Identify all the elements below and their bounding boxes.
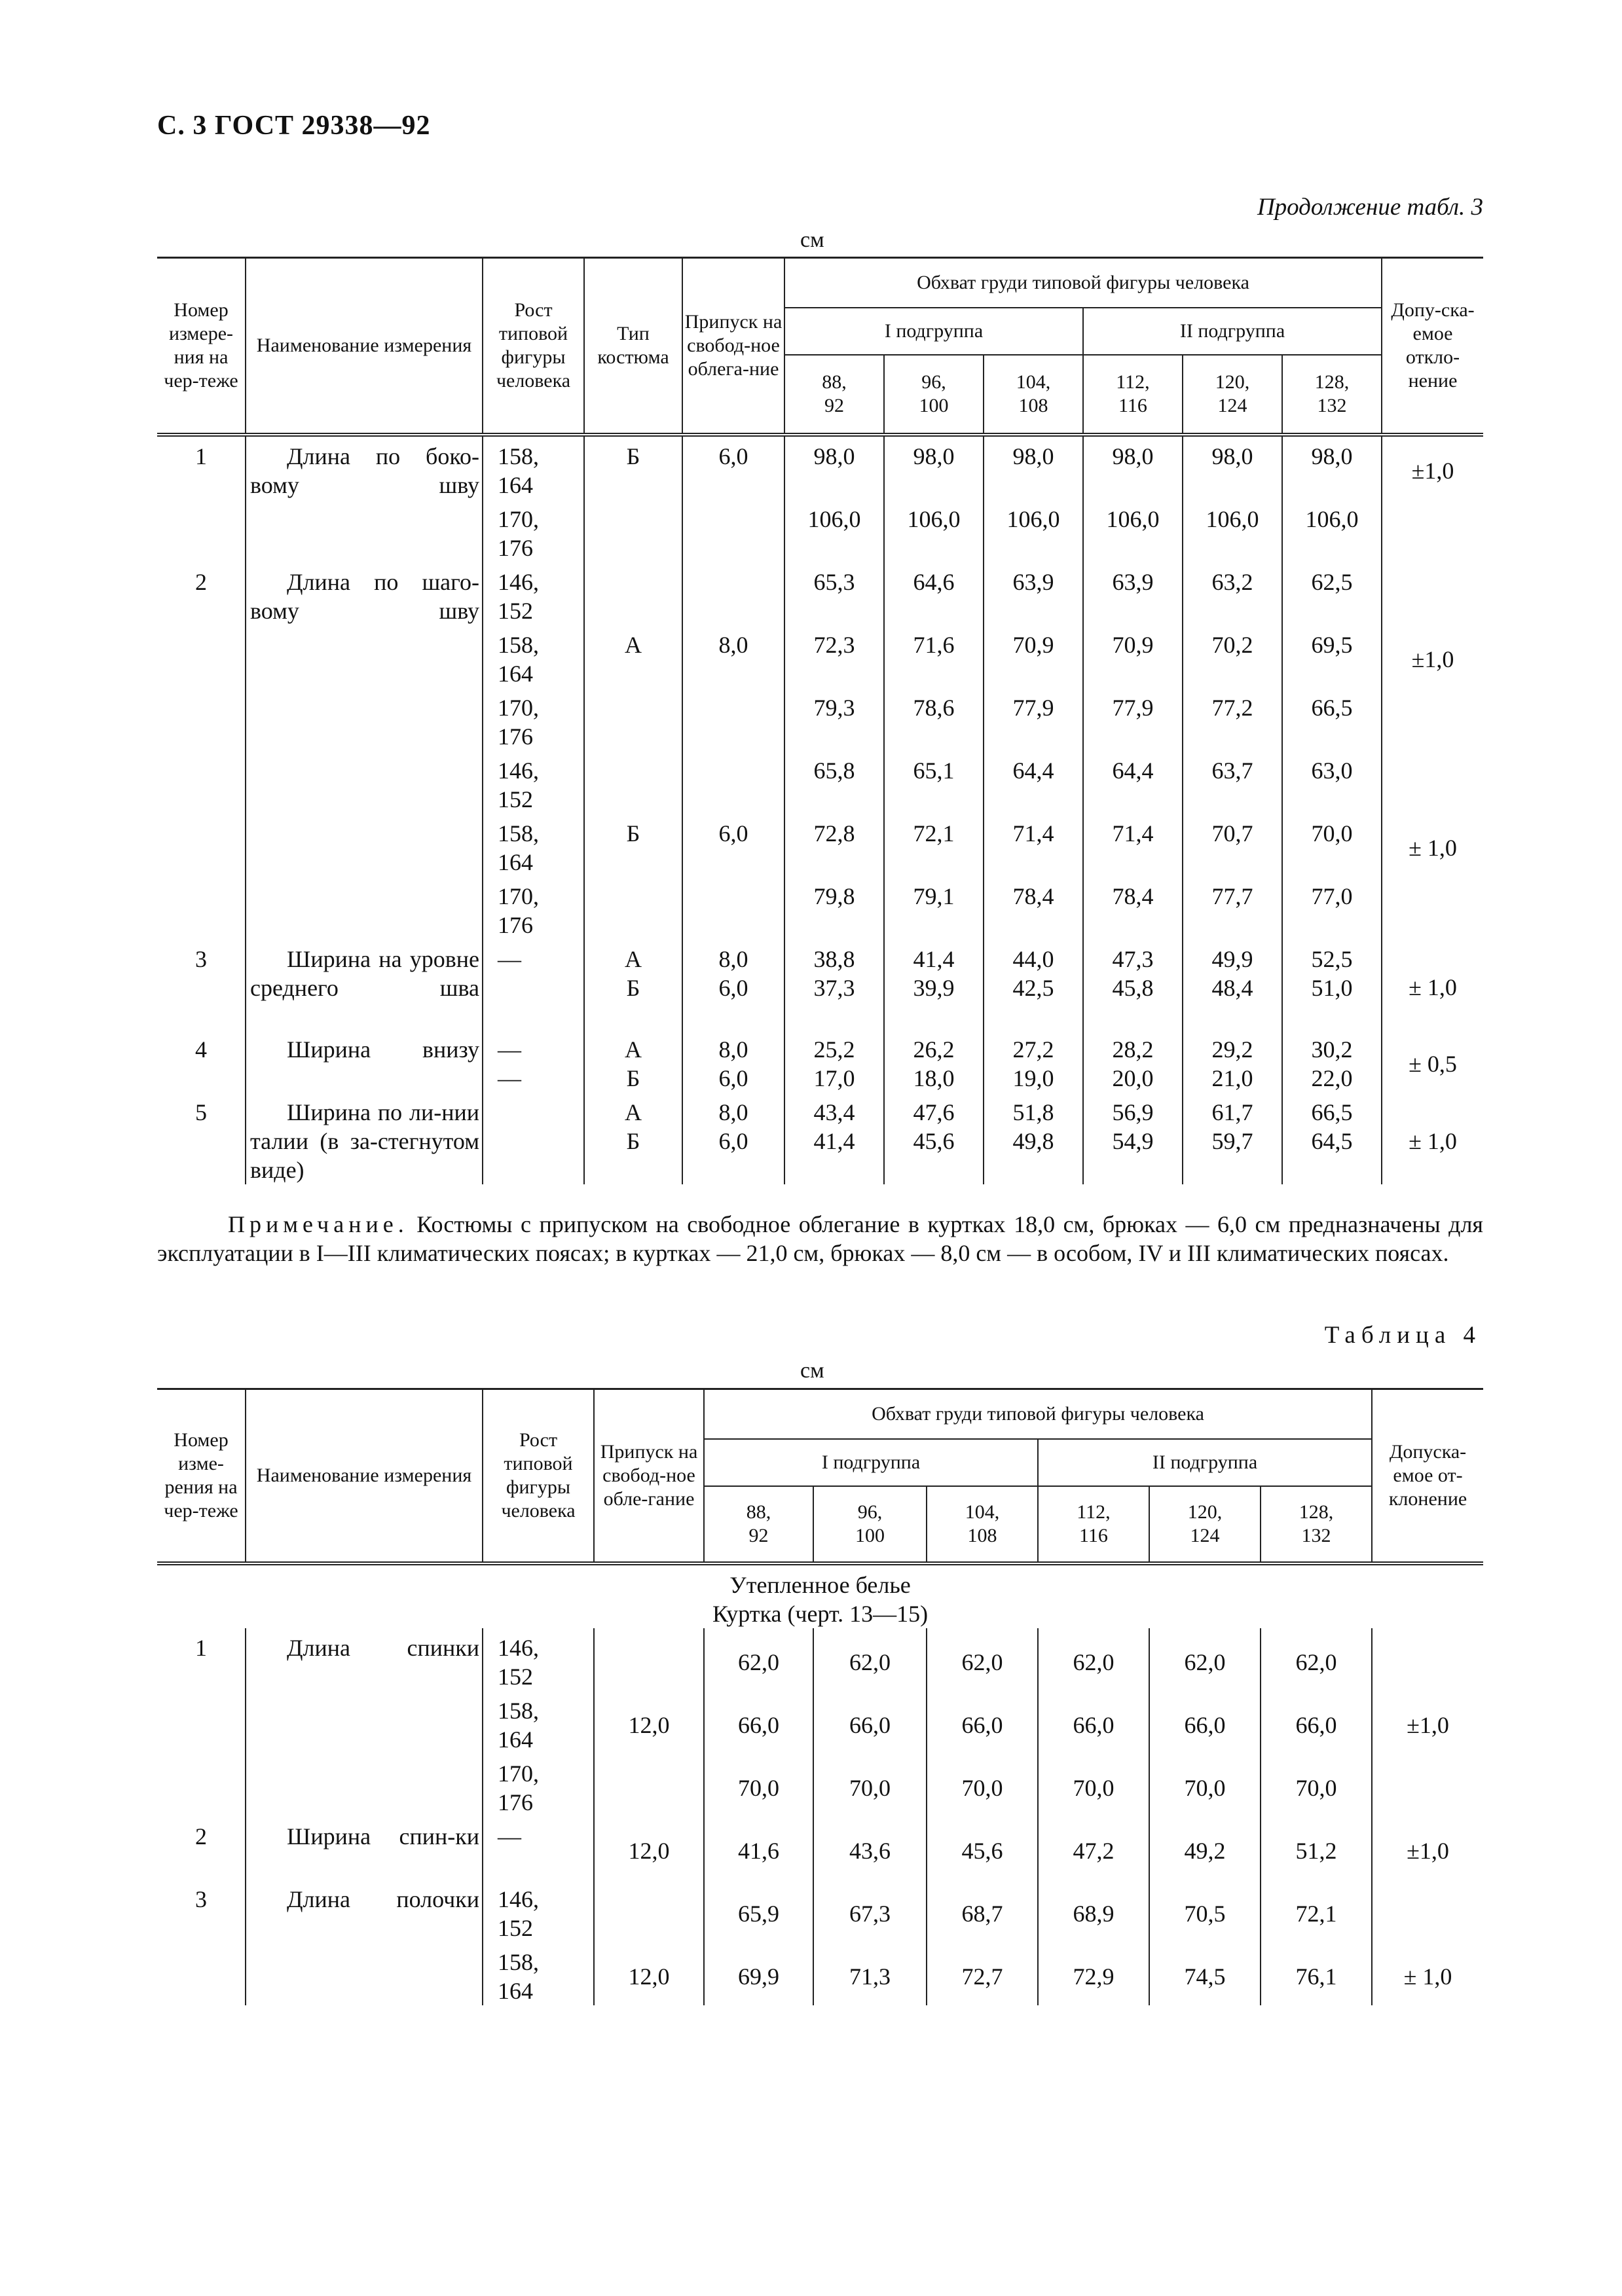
table-3 [157, 257, 1483, 1184]
allowance-cell [682, 877, 784, 939]
value-cell: 64,4 [984, 751, 1083, 814]
table-row [157, 1093, 1483, 1184]
value-cell: 70,0 [1038, 1754, 1149, 1817]
measure-number-cell: 1 [157, 435, 246, 500]
tolerance-cell: ± 1,0 [1382, 814, 1483, 877]
value-cell: 43,4 41,4 [784, 1093, 884, 1184]
header-size: 104, 108 [927, 1486, 1038, 1563]
section-row [157, 1563, 1483, 1628]
measure-name-cell: Ширина внизу [246, 1030, 483, 1093]
value-cell: 63,2 [1183, 562, 1282, 625]
measure-name-cell [246, 877, 483, 939]
section-title [157, 1563, 1483, 1628]
suit-type-cell: Б [584, 814, 682, 877]
header-text: Рост типовой фигуры человека [496, 299, 571, 392]
value-cell: 51,8 49,8 [984, 1093, 1083, 1184]
suit-type-cell: А [584, 625, 682, 688]
header-text: Наименование измерения [256, 334, 472, 356]
tolerance-cell [1382, 877, 1483, 939]
value-cell: 79,1 [884, 877, 984, 939]
height-cell: — [483, 1817, 594, 1880]
tolerance-cell [1382, 688, 1483, 751]
value-cell: 47,6 45,6 [884, 1093, 984, 1184]
header-text: Припуск на свобод-ное облега-ние [684, 310, 783, 380]
header-subgroup-1: I подгруппа [784, 308, 1083, 355]
measure-name-cell: Ширина спин-ки [246, 1817, 483, 1880]
height-cell: 158, 164 [483, 625, 584, 688]
tolerance-cell: ±1,0 [1382, 435, 1483, 500]
value-cell: 68,9 [1038, 1880, 1149, 1942]
tolerance-cell: ± 1,0 [1372, 1942, 1483, 2005]
value-cell: 51,2 [1261, 1817, 1372, 1880]
value-cell: 62,0 [813, 1628, 927, 1691]
measure-name-cell [246, 1691, 483, 1754]
table4-caption: Таблица 4 [1324, 1322, 1481, 1349]
header-subgroup-1: I подгруппа [704, 1439, 1038, 1486]
suit-type-cell [584, 688, 682, 751]
allowance-cell: 8,0 6,0 [682, 1030, 784, 1093]
value-cell: 66,5 64,5 [1282, 1093, 1382, 1184]
allowance-cell [682, 688, 784, 751]
value-cell: 28,2 20,0 [1083, 1030, 1183, 1093]
value-cell: 70,2 [1183, 625, 1282, 688]
measure-number-cell: 5 [157, 1093, 246, 1184]
value-cell: 56,9 54,9 [1083, 1093, 1183, 1184]
allowance-cell [594, 1754, 704, 1817]
measure-number-cell [157, 625, 246, 688]
height-cell: 170, 176 [483, 688, 584, 751]
measure-name-cell: Ширина по ли-нии талии (в за-стегнутом виде) [246, 1093, 483, 1184]
header-measure-name [246, 258, 483, 435]
value-cell: 68,7 [927, 1880, 1038, 1942]
value-cell: 72,3 [784, 625, 884, 688]
value-cell: 77,9 [984, 688, 1083, 751]
value-cell: 106,0 [1183, 500, 1282, 562]
allowance-cell: 6,0 [682, 435, 784, 500]
value-cell: 66,0 [1149, 1691, 1261, 1754]
height-cell [483, 1093, 584, 1184]
value-cell: 43,6 [813, 1817, 927, 1880]
value-cell: 77,0 [1282, 877, 1382, 939]
value-cell: 61,7 59,7 [1183, 1093, 1282, 1184]
measure-number-cell: 3 [157, 1880, 246, 1942]
allowance-cell: 12,0 [594, 1691, 704, 1754]
measure-number-cell: 1 [157, 1628, 246, 1691]
tolerance-cell [1382, 751, 1483, 814]
tolerance-cell: ± 1,0 [1382, 1093, 1483, 1184]
value-cell: 29,2 21,0 [1183, 1030, 1282, 1093]
measure-number-cell [157, 877, 246, 939]
value-cell: 66,0 [1261, 1691, 1372, 1754]
value-cell: 66,0 [927, 1691, 1038, 1754]
header-subgroup-2: II подгруппа [1083, 308, 1382, 355]
header-text: Наименование измерения [256, 1464, 472, 1486]
table-row [157, 1030, 1483, 1093]
header-size: 96, 100 [813, 1486, 927, 1563]
table-row [157, 751, 1483, 814]
header-text: Припуск на свобод-ное обле-гание [600, 1440, 698, 1510]
value-cell: 106,0 [784, 500, 884, 562]
measure-number-cell: 2 [157, 562, 246, 625]
value-cell: 70,0 [1149, 1754, 1261, 1817]
value-cell: 47,2 [1038, 1817, 1149, 1880]
header-tolerance [1372, 1389, 1483, 1563]
measure-number-cell [157, 814, 246, 877]
measure-number-cell [157, 500, 246, 562]
allowance-cell [594, 1628, 704, 1691]
table3-note [157, 1210, 1483, 1267]
measure-number-cell [157, 751, 246, 814]
value-cell: 62,0 [1261, 1628, 1372, 1691]
header-chest-girth: Обхват груди типовой фигуры человека [784, 258, 1382, 308]
table-continuation-caption: Продолжение табл. 3 [1257, 194, 1483, 221]
tolerance-cell: ±1,0 [1382, 625, 1483, 688]
value-cell: 79,3 [784, 688, 884, 751]
header-tolerance [1382, 258, 1483, 435]
value-cell: 66,5 [1282, 688, 1382, 751]
tolerance-cell: ± 0,5 [1382, 1030, 1483, 1093]
value-cell: 41,4 39,9 [884, 939, 984, 1030]
header-size: 112, 116 [1038, 1486, 1149, 1563]
table-row [157, 435, 1483, 500]
header-text: Номер измере-ния на чер-теже [164, 299, 238, 392]
measure-name-cell [246, 1754, 483, 1817]
height-cell: 158, 164 [483, 1942, 594, 2005]
value-cell: 98,0 [884, 435, 984, 500]
measure-number-cell [157, 688, 246, 751]
height-cell: 170, 176 [483, 500, 584, 562]
table-row [157, 500, 1483, 562]
value-cell: 30,2 22,0 [1282, 1030, 1382, 1093]
suit-type-cell [584, 562, 682, 625]
suit-type-cell [584, 877, 682, 939]
measure-name-cell [246, 625, 483, 688]
table-row [157, 1817, 1483, 1880]
header-height [483, 258, 584, 435]
allowance-cell: 8,0 6,0 [682, 939, 784, 1030]
value-cell: 26,2 18,0 [884, 1030, 984, 1093]
value-cell: 72,1 [884, 814, 984, 877]
table-row [157, 1754, 1483, 1817]
value-cell: 78,4 [1083, 877, 1183, 939]
value-cell: 106,0 [1282, 500, 1382, 562]
value-cell: 65,3 [784, 562, 884, 625]
value-cell: 71,6 [884, 625, 984, 688]
height-cell: — — [483, 1030, 584, 1093]
value-cell: 63,9 [1083, 562, 1183, 625]
header-text: Допуска-емое от-клонение [1388, 1440, 1467, 1510]
value-cell: 72,9 [1038, 1942, 1149, 2005]
header-allowance [594, 1389, 704, 1563]
value-cell: 70,0 [1261, 1754, 1372, 1817]
height-cell: 146, 152 [483, 562, 584, 625]
subsection-heading: Куртка (черт. 13—15) [712, 1600, 929, 1627]
header-subgroup-2: II подгруппа [1038, 1439, 1372, 1486]
table-4 [157, 1388, 1483, 2005]
value-cell: 45,6 [927, 1817, 1038, 1880]
tolerance-cell: ±1,0 [1372, 1691, 1483, 1754]
value-cell: 70,9 [984, 625, 1083, 688]
height-cell: 158, 164 [483, 1691, 594, 1754]
header-text: Тип костюма [597, 322, 669, 368]
value-cell: 62,0 [1149, 1628, 1261, 1691]
allowance-cell: 8,0 6,0 [682, 1093, 784, 1184]
value-cell: 62,0 [704, 1628, 813, 1691]
value-cell: 64,4 [1083, 751, 1183, 814]
measure-number-cell [157, 1754, 246, 1817]
page-header: С. 3 ГОСТ 29338—92 [157, 111, 431, 141]
value-cell: 98,0 [984, 435, 1083, 500]
header-size: 88, 92 [704, 1486, 813, 1563]
measure-name-cell [246, 814, 483, 877]
header-size: 128, 132 [1282, 355, 1382, 435]
value-cell: 65,1 [884, 751, 984, 814]
measure-number-cell [157, 1942, 246, 2005]
value-cell: 41,6 [704, 1817, 813, 1880]
measure-name-cell [246, 688, 483, 751]
value-cell: 77,9 [1083, 688, 1183, 751]
value-cell: 70,7 [1183, 814, 1282, 877]
height-cell: 170, 176 [483, 877, 584, 939]
value-cell: 62,5 [1282, 562, 1382, 625]
value-cell: 72,7 [927, 1942, 1038, 2005]
value-cell: 63,9 [984, 562, 1083, 625]
allowance-cell: 12,0 [594, 1817, 704, 1880]
header-size: 88, 92 [784, 355, 884, 435]
table-row [157, 1691, 1483, 1754]
height-cell: 146, 152 [483, 1880, 594, 1942]
value-cell: 79,8 [784, 877, 884, 939]
value-cell: 72,8 [784, 814, 884, 877]
measure-number-cell: 4 [157, 1030, 246, 1093]
value-cell: 70,9 [1083, 625, 1183, 688]
header-chest-girth: Обхват груди типовой фигуры человека [704, 1389, 1372, 1439]
value-cell: 66,0 [1038, 1691, 1149, 1754]
table-row [157, 625, 1483, 688]
value-cell: 65,8 [784, 751, 884, 814]
tolerance-cell: ±1,0 [1372, 1817, 1483, 1880]
note-lead: Примечание. [228, 1211, 409, 1237]
header-measure-name [246, 1389, 483, 1563]
value-cell: 25,2 17,0 [784, 1030, 884, 1093]
table3-unit: см [800, 228, 824, 252]
value-cell: 47,3 45,8 [1083, 939, 1183, 1030]
value-cell: 66,0 [813, 1691, 927, 1754]
tolerance-cell: ± 1,0 [1382, 939, 1483, 1030]
height-cell: — [483, 939, 584, 1030]
suit-type-cell: А Б [584, 1093, 682, 1184]
allowance-cell [682, 562, 784, 625]
value-cell: 49,9 48,4 [1183, 939, 1282, 1030]
value-cell: 106,0 [1083, 500, 1183, 562]
value-cell: 77,2 [1183, 688, 1282, 751]
suit-type-cell [584, 751, 682, 814]
measure-name-cell [246, 751, 483, 814]
value-cell: 64,6 [884, 562, 984, 625]
value-cell: 70,5 [1149, 1880, 1261, 1942]
height-cell: 146, 152 [483, 1628, 594, 1691]
suit-type-cell: Б [584, 435, 682, 500]
height-cell: 170, 176 [483, 1754, 594, 1817]
value-cell: 98,0 [1282, 435, 1382, 500]
table-row [157, 1628, 1483, 1691]
suit-type-cell [584, 500, 682, 562]
value-cell: 69,9 [704, 1942, 813, 2005]
value-cell: 63,7 [1183, 751, 1282, 814]
value-cell: 52,5 51,0 [1282, 939, 1382, 1030]
header-text: Рост типовой фигуры человека [501, 1429, 576, 1522]
value-cell: 76,1 [1261, 1942, 1372, 2005]
value-cell: 78,4 [984, 877, 1083, 939]
value-cell: 71,4 [1083, 814, 1183, 877]
value-cell: 98,0 [784, 435, 884, 500]
value-cell: 62,0 [927, 1628, 1038, 1691]
table-row [157, 877, 1483, 939]
tolerance-cell [1382, 562, 1483, 625]
note-text: Костюмы с припуском на свободное облегание в куртках 18,0 см, брюках — 6,0 см предназначены для эксплуатации в I—III климатических поясах; в куртках — 21,0 см, брюках — 8,0 см — в особом, IV и III климатических поясах. [157, 1211, 1483, 1266]
header-size: 112, 116 [1083, 355, 1183, 435]
value-cell: 71,4 [984, 814, 1083, 877]
value-cell: 65,9 [704, 1880, 813, 1942]
allowance-cell: 6,0 [682, 814, 784, 877]
header-measure-number [157, 1389, 246, 1563]
table-row [157, 688, 1483, 751]
height-cell: 146, 152 [483, 751, 584, 814]
value-cell: 98,0 [1183, 435, 1282, 500]
measure-name-cell: Длина полочки [246, 1880, 483, 1942]
allowance-cell [682, 751, 784, 814]
measure-name-cell: Длина по шаго-вому шву [246, 562, 483, 625]
measure-name-cell: Ширина на уровне среднего шва [246, 939, 483, 1030]
header-text: Допу-ска-емое откло-нение [1391, 299, 1475, 392]
value-cell: 78,6 [884, 688, 984, 751]
header-measure-number [157, 258, 246, 435]
tolerance-cell [1372, 1880, 1483, 1942]
value-cell: 74,5 [1149, 1942, 1261, 2005]
value-cell: 49,2 [1149, 1817, 1261, 1880]
value-cell: 98,0 [1083, 435, 1183, 500]
value-cell: 67,3 [813, 1880, 927, 1942]
tolerance-cell [1372, 1754, 1483, 1817]
value-cell: 70,0 [927, 1754, 1038, 1817]
value-cell: 66,0 [704, 1691, 813, 1754]
value-cell: 44,0 42,5 [984, 939, 1083, 1030]
tolerance-cell [1382, 500, 1483, 562]
suit-type-cell: А Б [584, 1030, 682, 1093]
measure-number-cell: 3 [157, 939, 246, 1030]
table4-unit: см [800, 1358, 824, 1383]
value-cell: 62,0 [1038, 1628, 1149, 1691]
value-cell: 106,0 [984, 500, 1083, 562]
suit-type-cell: А Б [584, 939, 682, 1030]
measure-name-cell [246, 1942, 483, 2005]
header-size: 120, 124 [1149, 1486, 1261, 1563]
tolerance-cell [1372, 1628, 1483, 1691]
value-cell: 70,0 [1282, 814, 1382, 877]
table-row [157, 814, 1483, 877]
allowance-cell [682, 500, 784, 562]
measure-number-cell: 2 [157, 1817, 246, 1880]
header-allowance [682, 258, 784, 435]
height-cell: 158, 164 [483, 435, 584, 500]
value-cell: 69,5 [1282, 625, 1382, 688]
measure-name-cell: Длина по боко-вому шву [246, 435, 483, 500]
allowance-cell: 12,0 [594, 1942, 704, 2005]
height-cell: 158, 164 [483, 814, 584, 877]
header-text: Номер изме-рения на чер-теже [164, 1429, 238, 1522]
table-row [157, 939, 1483, 1030]
value-cell: 63,0 [1282, 751, 1382, 814]
measure-number-cell [157, 1691, 246, 1754]
section-heading: Утепленное белье [729, 1571, 911, 1598]
value-cell: 70,0 [704, 1754, 813, 1817]
header-size: 128, 132 [1261, 1486, 1372, 1563]
table-row [157, 1942, 1483, 2005]
value-cell: 27,2 19,0 [984, 1030, 1083, 1093]
header-suit-type [584, 258, 682, 435]
header-size: 96, 100 [884, 355, 984, 435]
value-cell: 106,0 [884, 500, 984, 562]
measure-name-cell: Длина спинки [246, 1628, 483, 1691]
header-size: 120, 124 [1183, 355, 1282, 435]
header-height [483, 1389, 594, 1563]
value-cell: 38,8 37,3 [784, 939, 884, 1030]
table-row [157, 1880, 1483, 1942]
header-size: 104, 108 [984, 355, 1083, 435]
value-cell: 72,1 [1261, 1880, 1372, 1942]
value-cell: 71,3 [813, 1942, 927, 2005]
allowance-cell [594, 1880, 704, 1942]
measure-name-cell [246, 500, 483, 562]
value-cell: 70,0 [813, 1754, 927, 1817]
allowance-cell: 8,0 [682, 625, 784, 688]
value-cell: 77,7 [1183, 877, 1282, 939]
table-row [157, 562, 1483, 625]
